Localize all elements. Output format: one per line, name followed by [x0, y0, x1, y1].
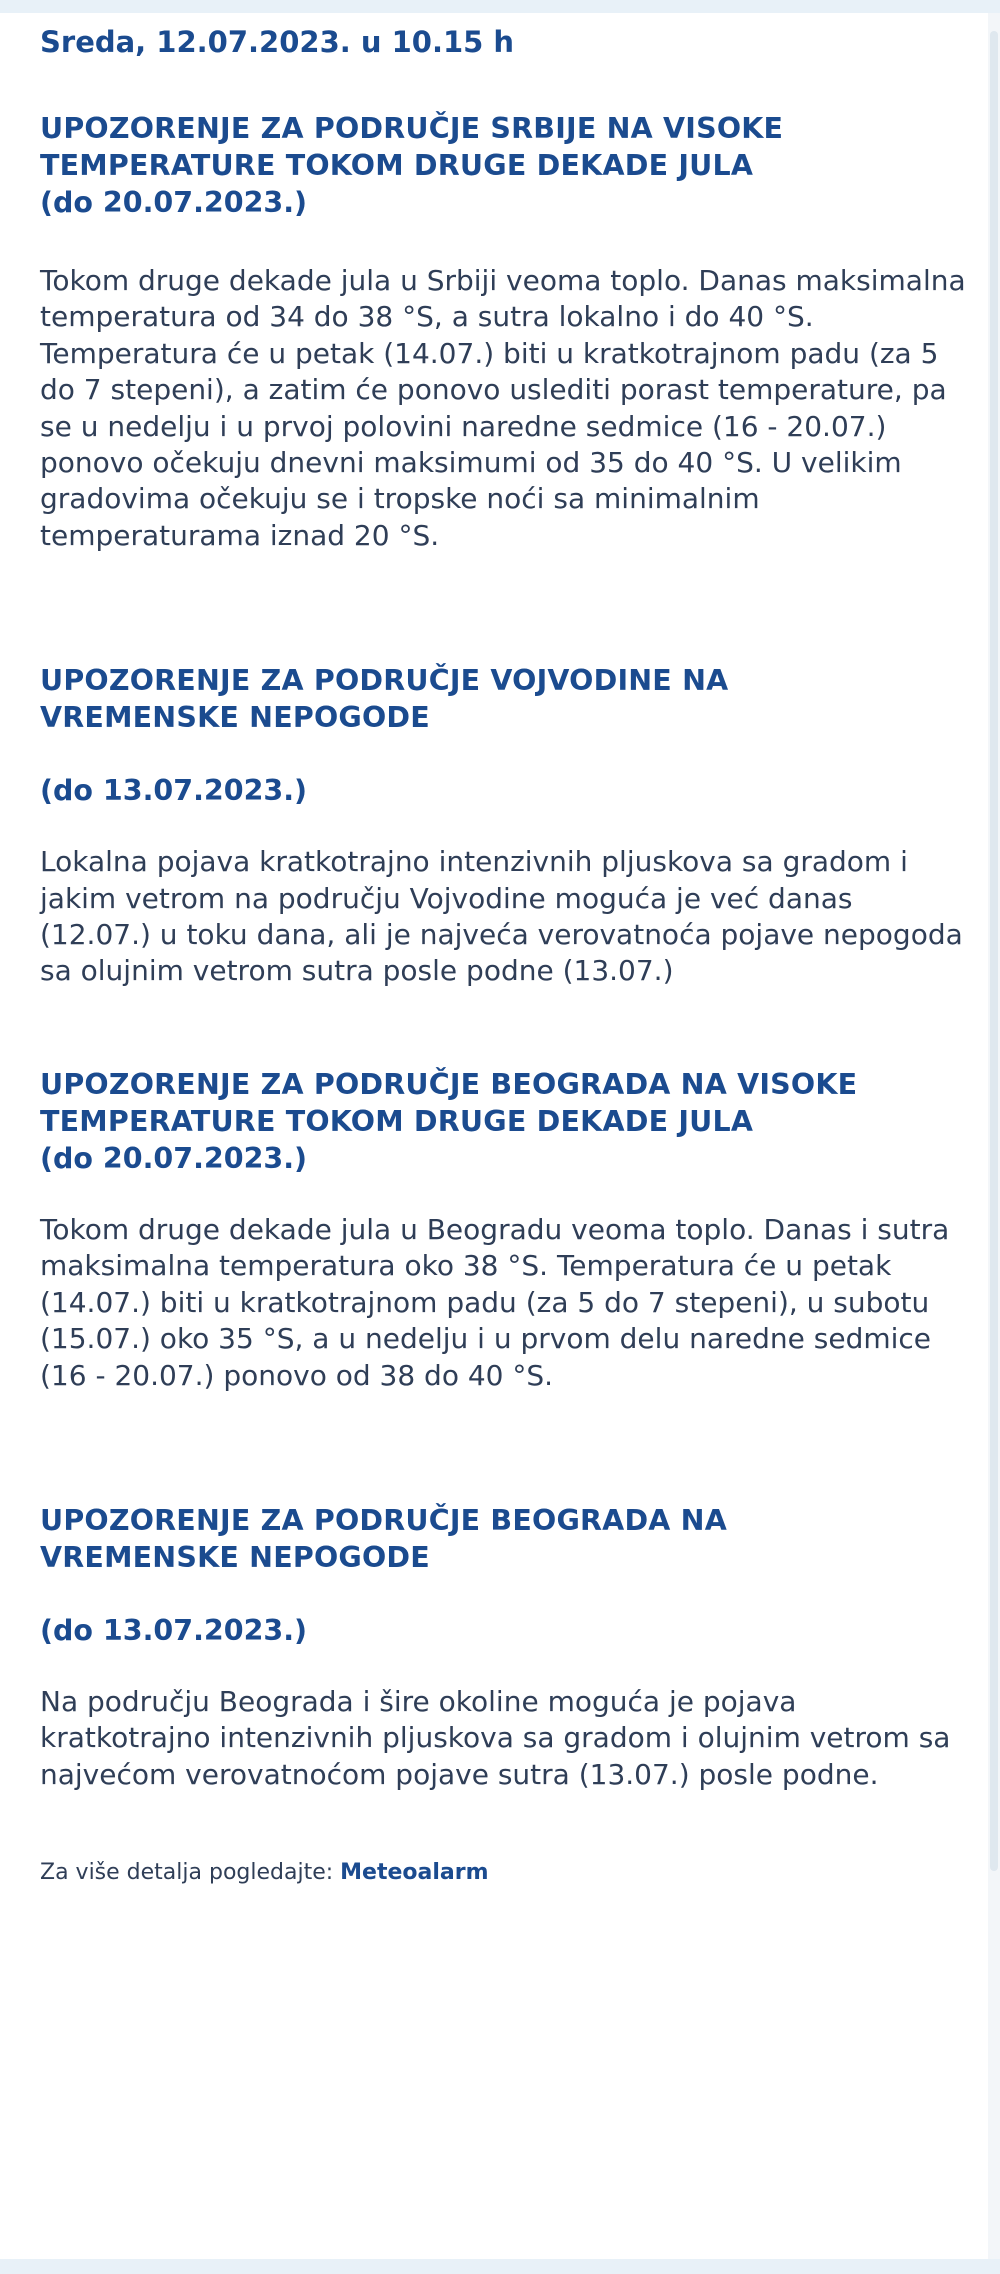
more-details-label: Za više detalja pogledajte:: [40, 1860, 341, 1886]
warning-description: Tokom druge dekade jula u Srbiji veoma toplo. Danas maksimalna temperatura od 34 do 38 °S, a sutra lokalno i do 40 °S. Temperatura će u petak (14.07.) biti u kratkotrajnom padu (za 5 do 7 stepeni), a zatim će ponovo uslediti porast temperature, pa se u nedelju i u prvoj polovini naredne sedmice (16 - 20.07.) ponovo očekuju dnevni maksimumi od 35 do 40 °S. U velikim gradovima očekuju se i tropske noći sa minimalnim temperaturama iznad 20 °S.: [40, 264, 966, 552]
top-page-edge: [0, 0, 1000, 13]
warning-valid-until: (do 20.07.2023.): [40, 1141, 308, 1175]
warning-description: Tokom druge dekade jula u Beogradu veoma toplo. Danas i sutra maksimalna temperatura oko 38 °S. Temperatura će u petak (14.07.) biti u kratkotrajnom padu (za 5 do 7 stepeni), u subotu (15.07.) oko 35 °S, a u nedelju i u prvom delu naredne sedmice (16 - 20.07.) ponovo od 38 do 40 °S.: [40, 1212, 950, 1392]
warning-section-belgrade-storm: [40, 1502, 988, 1793]
warning-heading: [40, 110, 940, 184]
warning-section-belgrade-heat: [40, 1066, 988, 1394]
warning-valid-until: (do 13.07.2023.): [40, 774, 308, 808]
warning-heading-line: TEMPERATURE TOKOM DRUGE DEKADE JULA: [40, 149, 754, 182]
warning-valid-until: (do 13.07.2023.): [40, 1613, 308, 1647]
meteoalarm-link[interactable]: Meteoalarm: [340, 1860, 489, 1886]
bottom-page-edge: [0, 2259, 1000, 2274]
warning-heading-line: UPOZORENJE ZA PODRUČJE BEOGRADA NA: [40, 1503, 727, 1537]
warning-description: Lokalna pojava kratkotrajno intenzivnih pljuskova sa gradom i jakim vetrom na području Vojvodine moguća je već danas (12.07.) u toku dana, ali je najveća verovatnoća pojave nepogoda sa olujnim vetrom sutra posle podne (13.07.): [40, 845, 963, 988]
warning-heading-line: VREMENSKE NEPOGODE: [40, 1540, 430, 1574]
scroll-track[interactable]: [988, 13, 1000, 2259]
warning-heading-line: TEMPERATURE TOKOM DRUGE DEKADE JULA: [40, 1104, 754, 1138]
warning-heading-line: UPOZORENJE ZA PODRUČJE BEOGRADA NA VISOKE: [40, 1067, 858, 1101]
warning-valid-until: (do 20.07.2023.): [40, 186, 308, 219]
warning-heading-line: UPOZORENJE ZA PODRUČJE SRBIJE NA VISOKE: [40, 112, 784, 145]
warning-description: Na području Beograda i šire okoline moguća je pojava kratkotrajno intenzivnih pljuskova sa gradom i olujnim vetrom sa najvećom verovatnoćom pojave sutra (13.07.) posle podne.: [40, 1684, 951, 1791]
warning-article: [0, 13, 988, 2259]
warning-heading-line: VREMENSKE NEPOGODE: [40, 701, 430, 735]
warning-section-serbia-heat: [40, 110, 988, 554]
warning-heading-line: UPOZORENJE ZA PODRUČJE VOJVODINE NA: [40, 664, 729, 698]
warning-heading: [40, 1502, 940, 1576]
article-date: Sreda, 12.07.2023. u 10.15 h: [40, 25, 515, 59]
warning-section-vojvodina-storm: [40, 662, 988, 990]
warning-heading: [40, 1066, 940, 1140]
more-details-note: [40, 1859, 988, 1887]
warning-heading: [40, 662, 940, 736]
scroll-thumb[interactable]: [990, 31, 998, 1871]
